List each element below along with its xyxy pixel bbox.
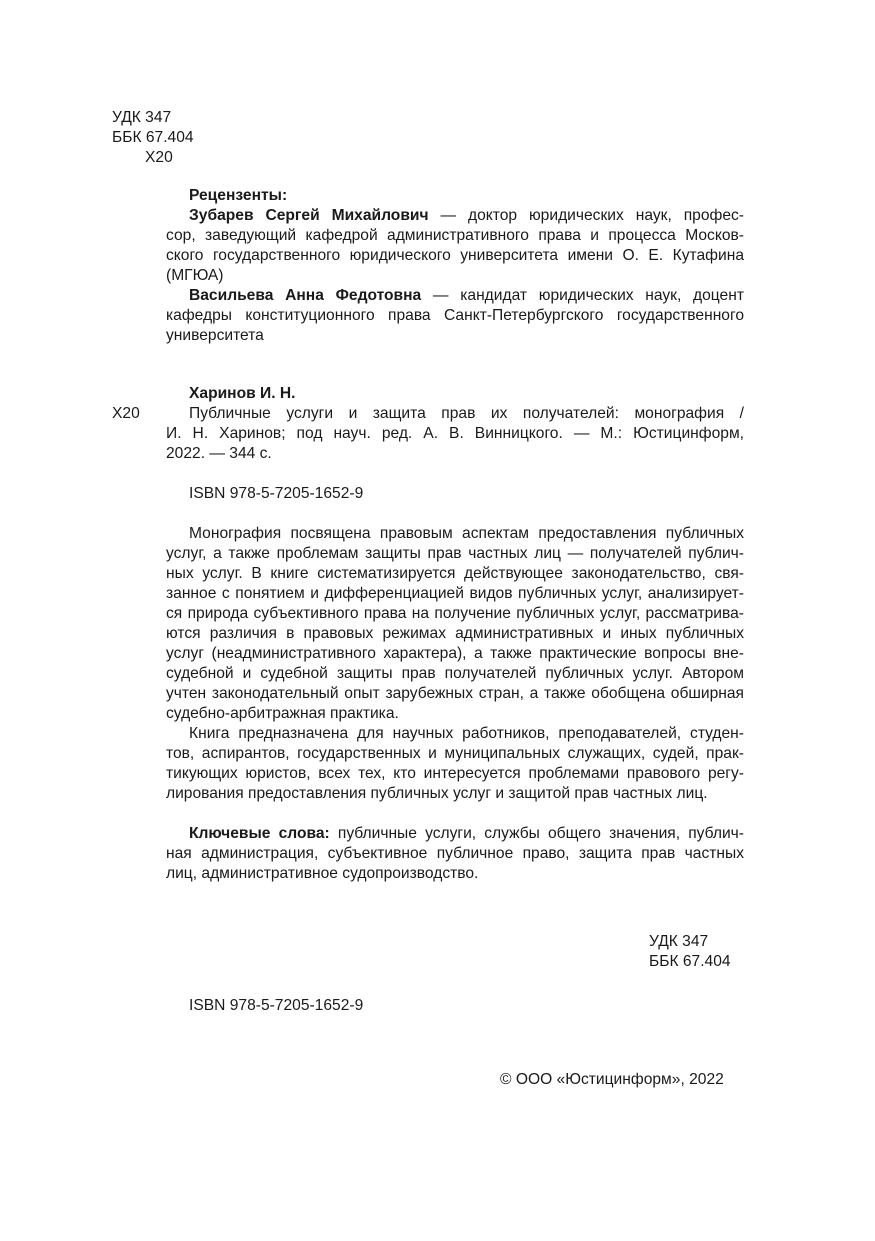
bib-description [166,404,744,464]
reviewer-1-line: ского государственного юридического университета имени О. Е. Кутафина [166,247,744,264]
reviewer-2-name: Васильева Анна Федотовна [189,287,422,304]
reviewer-1 [166,206,744,286]
keywords-text: публичные услуги, службы общего значения, публич- [329,825,744,842]
copyright-notice: © ООО «Юстицинформ», 2022 [500,1071,724,1088]
keywords-line [166,824,744,844]
bib-author-mark: Х20 [112,405,140,422]
reviewers-block [166,186,744,346]
author-mark-top: Х20 [145,149,173,166]
reviewer-1-name: Зубарев Сергей Михайлович [189,207,429,224]
annotation-line: учтен законодательный опыт зарубежных стран, а также обобщена обширная [166,685,744,702]
annotation-line: ся природа субъективного права на получение публичных услуг, рассматрива- [166,605,744,622]
reviewer-1-line: (МГЮА) [166,267,224,284]
annotation-line: услуг (неадминистративного характера), а также практические вопросы вне- [166,645,744,662]
top-classification-block [112,108,194,168]
annotation-paragraph-1 [166,524,744,724]
annotation-line: тов, аспирантов, государственных и муниципальных служащих, судей, прак- [166,745,744,762]
bib-line: Публичные услуги и защита прав их получателей: монография / [189,405,744,422]
isbn-bottom: ISBN 978-5-7205-1652-9 [189,997,364,1014]
annotation-paragraph-2 [166,724,744,804]
annotation-line: ных услуг. В книге систематизируется действующее законодательство, свя- [166,565,744,582]
bottom-classification-block [649,932,731,972]
keywords [166,824,744,884]
reviewer-2 [166,286,744,346]
annotation-line: ются различия в правовых режимах административных и иных публичных [166,625,744,642]
keywords-label: Ключевые слова: [189,825,330,842]
reviewer-2-line: кафедры конституционного права Санкт-Петербургского государственного [166,307,744,324]
isbn-top: ISBN 978-5-7205-1652-9 [189,485,364,502]
bbk-code-bottom: ББК 67.404 [649,953,731,970]
reviewer-1-line: сор, заведующий кафедрой административного права и процесса Москов- [166,227,744,244]
reviewer-2-line [166,286,744,306]
reviewer-1-desc: — доктор юридических наук, профес- [428,207,744,224]
udk-code: УДК 347 [112,109,172,126]
annotation-line: тикующих юристов, всех тех, кто интересуется проблемами правового регу- [166,765,744,782]
bib-line: 2022. — 344 с. [166,445,272,462]
annotation-line: судебной и судебной защиты прав получателей публичных услуг. Автором [166,665,744,682]
annotation-line: Монография посвящена правовым аспектам предоставления публичных [189,525,744,542]
keywords-line: лиц, административное судопроизводство. [166,865,479,882]
reviewer-1-line [166,206,744,226]
annotation-line: лирования предоставления публичных услуг и защитой прав частных лиц. [166,785,708,802]
annotation-line: занное с понятием и дифференциацией видов публичных услуг, анализирует- [166,585,744,602]
bbk-code: ББК 67.404 [112,129,194,146]
udk-code-bottom: УДК 347 [649,933,709,950]
keywords-line: ная администрация, субъективное публичное право, защита прав частных [166,845,744,862]
reviewers-heading: Рецензенты: [189,187,288,204]
reviewer-2-line: университета [166,327,264,344]
annotation-line: Книга предназначена для научных работников, преподавателей, студен- [189,725,744,742]
reviewer-2-desc: — кандидат юридических наук, доцент [421,287,744,304]
annotation-line: услуг, а также проблемам защиты прав частных лиц — получателей публич- [166,545,744,562]
bib-author: Харинов И. Н. [189,385,296,402]
bib-line: И. Н. Харинов; под науч. ред. А. В. Винницкого. — М.: Юстицинформ, [166,425,744,442]
annotation-line: судебно-арбитражная практика. [166,705,399,722]
annotation [166,524,744,804]
